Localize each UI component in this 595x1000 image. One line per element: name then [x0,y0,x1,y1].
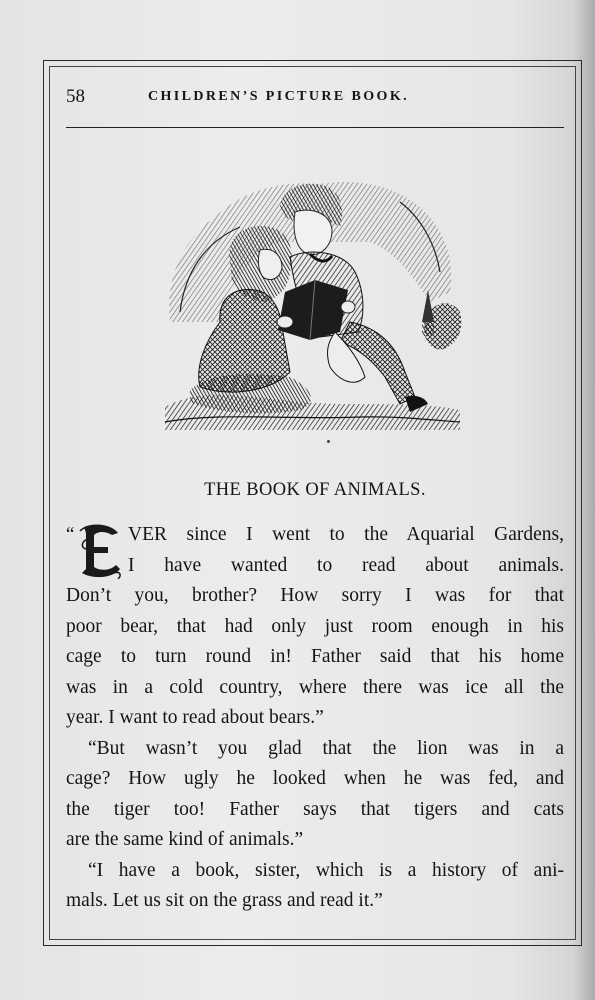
text-line: the tiger too! Father says that tigers and cats [66,798,564,820]
paragraph-1-line-1: VER since I went to the Aquarial Gardens, [128,524,564,545]
text-line: mals. Let us sit on the grass and read it.” [66,890,383,911]
text-line: cage? How ugly he looked when he was fed, and [66,768,564,789]
open-quote: “ [66,524,75,545]
text-line: “I have a book, sister, which is a history of ani- [88,859,564,881]
text-line: year. I want to read about bears.” [66,707,324,728]
body-text [66,520,564,917]
paragraph-1-line-2: I have wanted to read about animals. [128,554,564,576]
text-line: cage to turn round in! Father said that his home [66,646,564,667]
paragraph-2 [66,734,564,856]
text-line: poor bear, that had only just room enough in his [66,615,564,637]
children-reading-engraving-icon [160,172,470,432]
page-number: 58 [66,86,85,107]
paragraph-1 [66,520,564,734]
text-line: Don’t you, brother? How sorry I was for that [66,585,564,606]
running-title: CHILDREN’S PICTURE BOOK. [148,89,410,104]
text-line: was in a cold country, where there was ice all the [66,676,564,698]
page-header [66,86,566,112]
header-rule [66,127,564,128]
printer-speck [327,440,330,443]
paragraph-3 [66,856,564,917]
text-line: are the same kind of animals.” [66,829,304,850]
text-line: “But wasn’t you glad that the lion was in a [88,737,564,759]
section-title: THE BOOK OF ANIMALS. [204,480,426,500]
ornamental-drop-cap-icon [78,523,122,579]
